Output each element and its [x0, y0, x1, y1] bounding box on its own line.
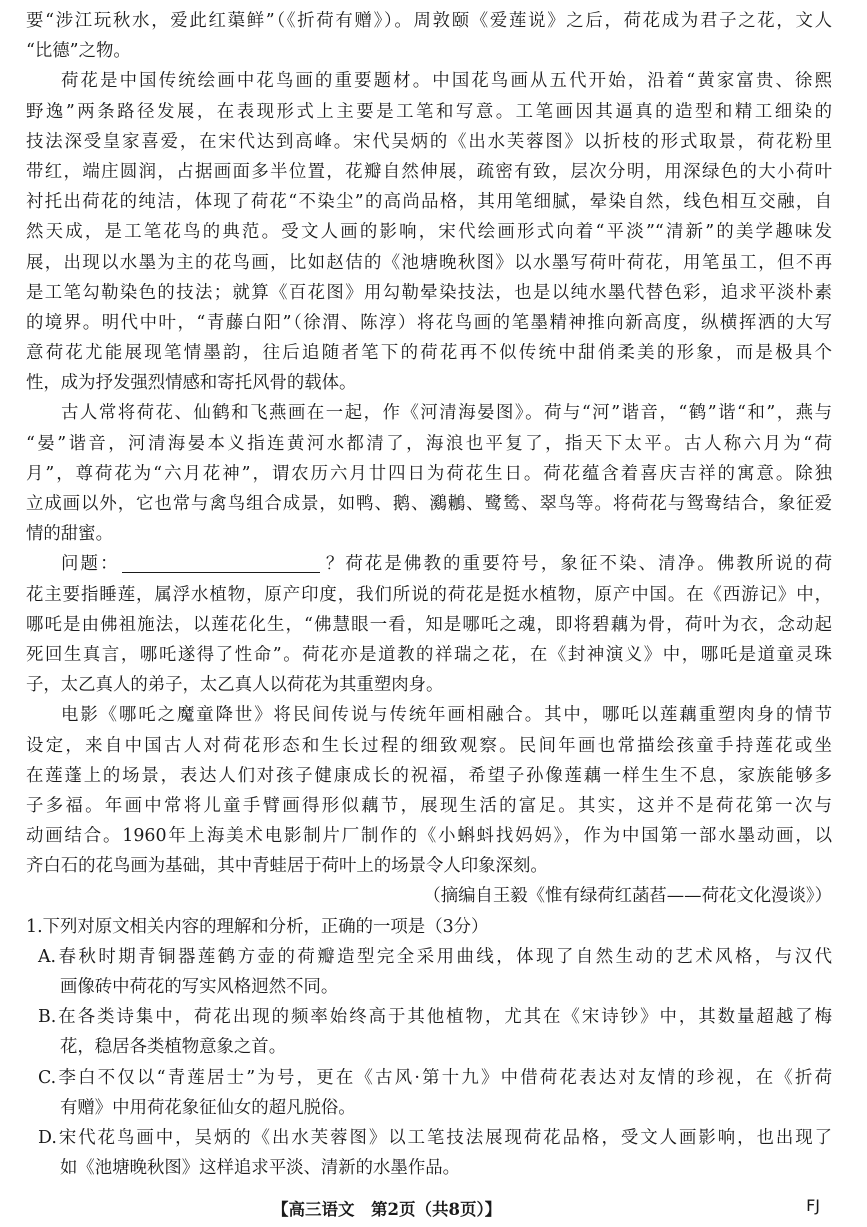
passage-line: 野逸”两条路径发展，在表现形式上主要是工笔和写意。工笔画因其逼真的造型和精工细染的: [26, 101, 832, 122]
option-d-continued: 如《池塘晚秋图》这样追求平淡、清新的水墨作品。: [60, 1158, 460, 1179]
passage-line: 情的甜蜜。: [26, 524, 113, 545]
option-d[interactable]: D.宋代花鸟画中，吴炳的《出水芙蓉图》以工笔技法展现荷花品格，受文人画影响，也出现了: [38, 1127, 832, 1148]
passage-line: 月”，尊荷花为“六月花神”，谓农历六月廿四日为荷花生日。荷花蕴含着喜庆吉祥的寓意。除独: [26, 463, 832, 484]
passage-line: “比德”之物。: [26, 41, 131, 62]
answer-blank[interactable]: [122, 552, 320, 573]
option-c-continued: 有赠》中用荷花象征仙女的超凡脱俗。: [60, 1097, 356, 1118]
passage-line: 子多福。年画中常将儿童手臂画得形似藕节，展现生活的富足。其实，这并不是荷花第一次与: [26, 795, 832, 816]
passage-line: 衬托出荷花的纯洁，体现了荷花“不染尘”的高尚品格，其用笔细腻，晕染自然，线色相互交融，自: [26, 192, 832, 213]
paragraph-start: 古人常将荷花、仙鹤和飞燕画在一起，作《河清海晏图》。荷与“河”谐音，“鹤”谐“和”，燕与: [61, 403, 832, 424]
option-a-continued: 画像砖中荷花的写实风格迥然不同。: [60, 977, 339, 997]
passage-line: 死回生真言，哪吒遂得了性命”。荷花亦是道教的祥瑞之花，在《封神演义》中，哪吒是道童灵珠: [26, 644, 832, 665]
passage-line: 性，成为抒发强烈情感和寄托风骨的载体。: [26, 373, 357, 394]
paragraph-start: 荷花是中国传统绘画中花鸟画的重要题材。中国花鸟画从五代开始，沿着“黄家富贵、徐熙: [61, 71, 832, 92]
passage-line: 是工笔勾勒染色的技法；就算《百花图》用勾勒晕染技法，也是以纯水墨代替色彩，追求平淡朴素: [26, 282, 832, 303]
question-suffix: ？荷花是佛教的重要符号，象征不染、清净。佛教所说的荷: [323, 554, 832, 575]
passage-line: 要“涉江玩秋水，爱此红蕖鲜”（《折荷有赠》）。周敦颐《爱莲说》之后，荷花成为君子之花，文人: [26, 11, 832, 31]
passage-line: 动画结合。1960年上海美术电影制片厂制作的《小蝌蚪找妈妈》，作为中国第一部水墨动画，以: [26, 826, 832, 847]
passage-line: 在莲蓬上的场景，表达人们对孩子健康成长的祝福，希望子孙像莲藕一样生生不息，家族能够多: [26, 765, 832, 786]
footer-region-code: FJ: [806, 1196, 820, 1215]
passage-line: 设定，来自中国古人对荷花形态和生长过程的细致观察。民间年画也常描绘孩童手持莲花或坐: [26, 735, 832, 756]
source-citation: （摘编自王毅《惟有绿荷红菡萏——荷花文化漫谈》）: [423, 886, 832, 907]
passage-line: 立成画以外，它也常与禽鸟组合成景，如鸭、鹅、鸂鶒、鹭鸶、翠鸟等。将荷花与鸳鸯结合，象征爱: [26, 494, 832, 514]
option-b[interactable]: B.在各类诗集中，荷花出现的频率始终高于其他植物，尤其在《宋诗钞》中，其数量超越了梅: [38, 1007, 832, 1028]
passage-content: [26, 6, 832, 1183]
question-prefix: 问题：: [61, 554, 120, 575]
passage-line: 意荷花尤能展现笔情墨韵，往后追随者笔下的荷花再不似传统中甜俏柔美的形象，而是极具个: [26, 343, 832, 364]
paragraph-start: 电影《哪吒之魔童降世》将民间传说与传统年画相融合。其中，哪吒以莲藕重塑肉身的情节: [61, 705, 832, 726]
footer-page-info: 【高三语文 第2页（共8页）】: [272, 1200, 502, 1219]
passage-line: 然天成，是工笔花鸟的典范。受文人画的影响，宋代绘画形式向着“平淡”“清新”的美学趣味发: [26, 222, 832, 243]
option-a[interactable]: A.春秋时期青铜器莲鹤方壶的荷瓣造型完全采用曲线，体现了自然生动的艺术风格，与汉代: [38, 946, 832, 967]
passage-line: 技法深受皇家喜爱，在宋代达到高峰。宋代吴炳的《出水芙蓉图》以折枝的形式取景，荷花粉里: [26, 131, 832, 152]
passage-line: 展，出现以水墨为主的花鸟画，比如赵佶的《池塘晚秋图》以水墨写荷叶荷花，用笔虽工，但不再: [26, 252, 832, 273]
passage-line: 哪吒是由佛祖施法，以莲花化生，“佛慧眼一看，知是哪吒之魂，即将碧藕为骨，荷叶为衣，念动起: [26, 614, 832, 635]
option-b-continued: 花，稳居各类植物意象之首。: [60, 1037, 287, 1058]
question-stem: 1.下列对原文相关内容的理解和分析，正确的一项是（3分）: [26, 916, 489, 937]
passage-line: 带红，端庄圆润，占据画面多半位置，花瓣自然伸展，疏密有致，层次分明，用深绿色的大小荷叶: [26, 161, 832, 182]
option-c[interactable]: C.李白不仅以“青莲居士”为号，更在《古风·第十九》中借荷花表达对友情的珍视，在《折荷: [38, 1067, 832, 1088]
question-line: [26, 549, 832, 579]
passage-line: 子，太乙真人的弟子，太乙真人以荷花为其重塑肉身。: [26, 675, 444, 696]
passage-line: 的境界。明代中叶，“青藤白阳”（徐渭、陈淳）将花鸟画的笔墨精神推向新高度，纵横挥洒的大写: [26, 312, 832, 333]
page-footer: [0, 1194, 867, 1222]
passage-line: 齐白石的花鸟画为基础，其中青蛙居于荷叶上的场景令人印象深刻。: [26, 856, 548, 877]
passage-line: “晏”谐音，河清海晏本义指连黄河水都清了，海浪也平复了，指天下太平。古人称六月为“荷: [26, 433, 832, 454]
passage-line: 花主要指睡莲，属浮水植物，原产印度，我们所说的荷花是挺水植物，原产中国。在《西游记》中，: [26, 584, 832, 605]
